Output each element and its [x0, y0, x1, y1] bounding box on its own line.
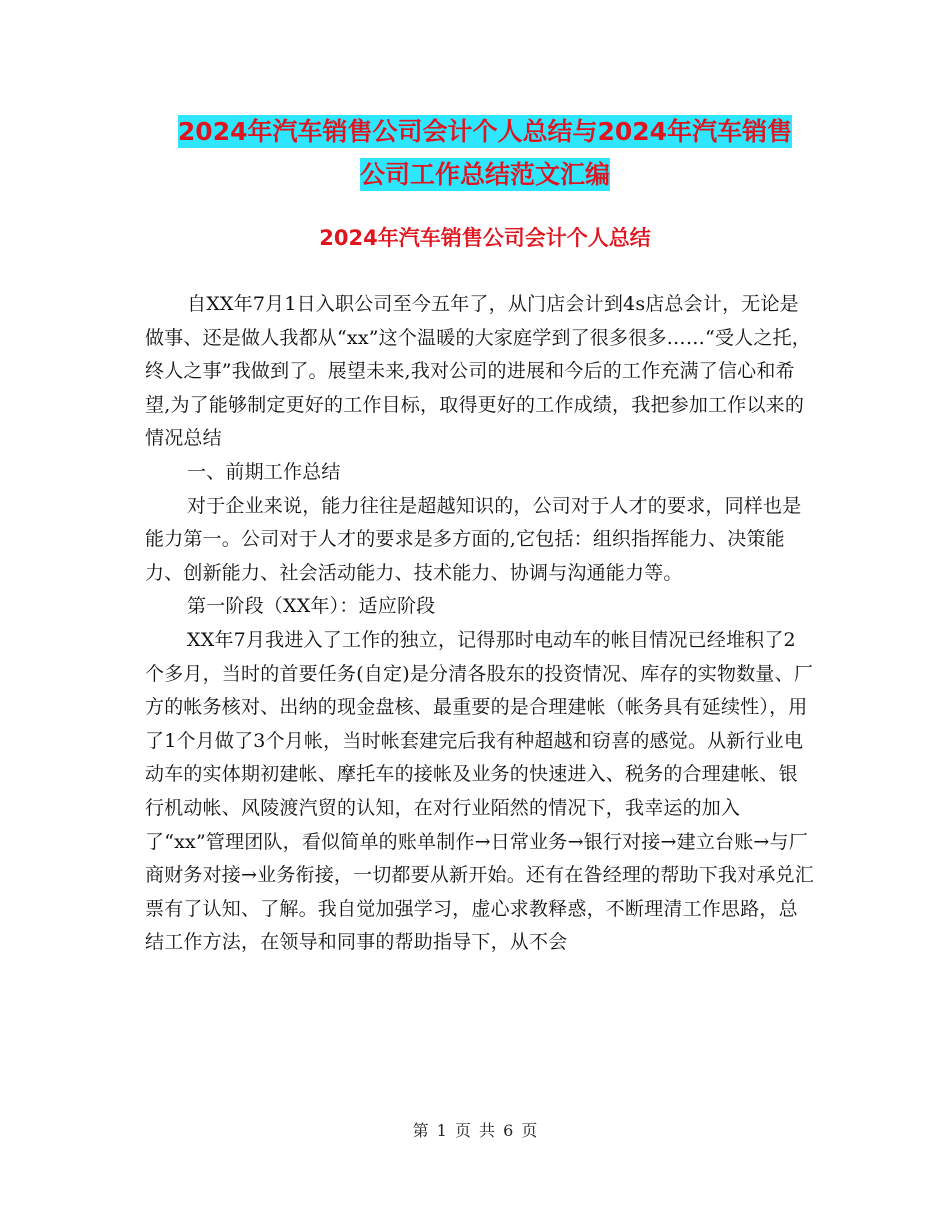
paragraph-intro: 自XX年7月1日入职公司至今五年了，从门店会计到4s店总会计，无论是做事、还是做人我都从“xx”这个温暖的大家庭学到了很多很多……“受人之托，终人之事”我做到了。展望未来,我对公司的进展和今后的工作充满了信心和希望,为了能够制定更好的工作目标，取得更好的工作成绩，我把参加工作以来的情况总结 — [145, 293, 811, 450]
body-text — [145, 288, 815, 960]
page-footer: 第 1 页 共 6 页 — [412, 1121, 538, 1140]
main-title-line-1-text: 2024年汽车销售公司会计个人总结与2024年汽车销售 — [177, 117, 793, 146]
heading-early-work-summary: 一、前期工作总结 — [187, 460, 341, 483]
section-title: 2024年汽车销售公司会计个人总结 — [319, 226, 651, 250]
main-title-line-2-text: 公司工作总结范文汇编 — [359, 160, 610, 189]
heading-stage-one: 第一阶段（XX年）：适应阶段 — [187, 595, 436, 618]
paragraph-stage-one: XX年7月我进入了工作的独立，记得那时电动车的帐目情况已经堆积了2个多月，当时的首要任务(自定)是分清各股东的投资情况、库存的实物数量、厂方的帐务核对、出纳的现金盘核、最重要的是合理建帐（帐务具有延续性），用了1个月做了3个月帐，当时帐套建完后我有种超越和窃喜的感觉。从新行业电动车的实体期初建帐、摩托车的接帐及业务的快速进入、税务的合理建帐、银行机动帐、风陵渡汽贸的认知，在对行业陌然的情况下，我幸运的加入了“xx”管理团队，看似简单的账单制作→日常业务→银行对接→建立台账→与厂商财务对接→业务衔接，一切都要从新开始。还有在昝经理的帮助下我对承兑汇票有了认知、了解。我自觉加强学习，虚心求教释惑，不断理清工作思路，总结工作方法，在领导和同事的帮助指导下，从不会 — [145, 628, 814, 954]
paragraph-ability: 对于企业来说，能力往往是超越知识的，公司对于人才的要求，同样也是能力第一。公司对于人才的要求是多方面的,它包括：组织指挥能力、决策能力、创新能力、社会活动能力、技术能力、协调与沟通能力等。 — [145, 494, 802, 584]
main-title-line-2 — [140, 150, 830, 200]
